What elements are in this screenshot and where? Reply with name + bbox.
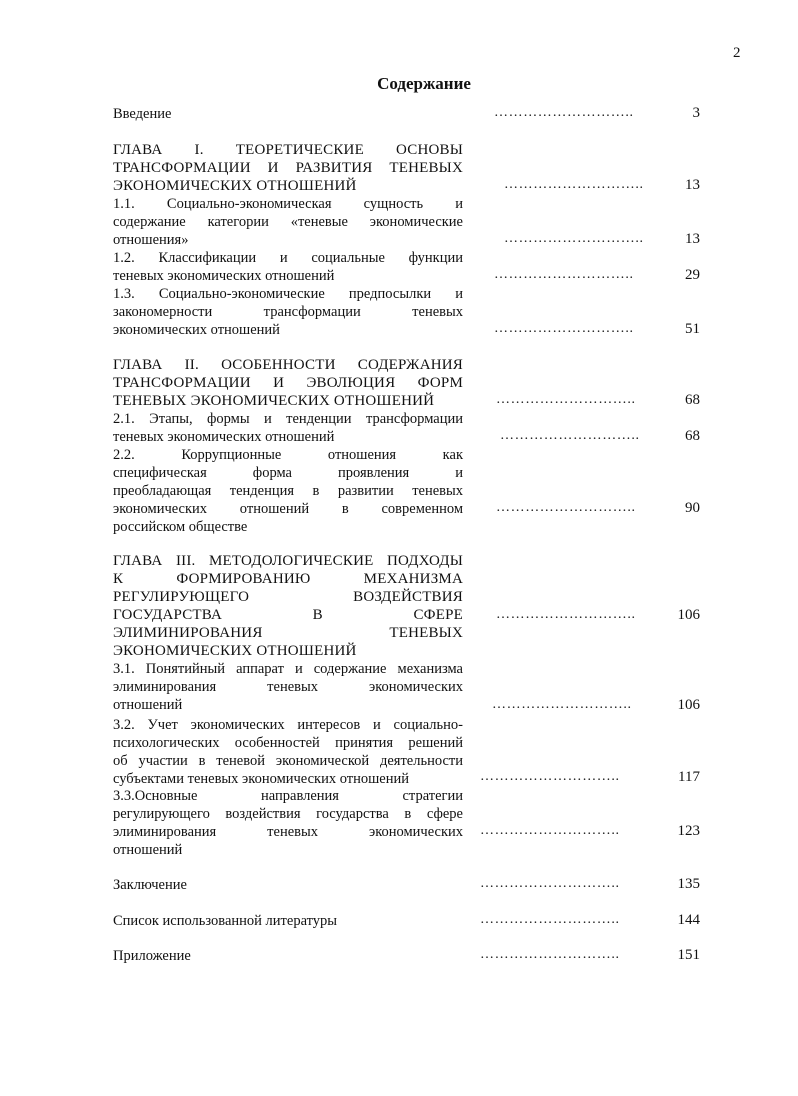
toc-entry-title: [113, 446, 463, 536]
toc-entry-title: [113, 285, 463, 339]
toc-entry-line: экономических отношений в современном: [113, 501, 463, 517]
toc-page-number: 106: [677, 607, 700, 623]
toc-entry-line: Введение: [113, 106, 172, 122]
toc-entry-line: теневых экономических отношений: [113, 429, 335, 445]
toc-entry-line: ГЛАВА II. ОСОБЕННОСТИ СОДЕРЖАНИЯ: [113, 357, 463, 373]
toc-entry-title: [113, 105, 463, 123]
toc-entry-line: теневых экономических отношений: [113, 268, 335, 284]
dot-leader: ………………………..: [496, 392, 636, 407]
page-number: 2: [733, 45, 741, 61]
toc-entry-line: ГОСУДАРСТВА В СФЕРЕ: [113, 607, 463, 623]
toc-entry-title: [113, 876, 463, 894]
toc-entry-line: Приложение: [113, 948, 191, 964]
toc-entry-line: Заключение: [113, 877, 187, 893]
dot-leader: ………………………..: [500, 428, 640, 443]
toc-entry-line: К ФОРМИРОВАНИЮ МЕХАНИЗМА: [113, 571, 463, 587]
dot-leader: ………………………..: [480, 947, 620, 962]
toc-entry-line: закономерности трансформации теневых: [113, 304, 463, 320]
toc-chapter-title: [113, 552, 463, 660]
toc-chapter-title: [113, 356, 463, 410]
toc-entry-line: 1.2. Классификации и социальные функции: [113, 250, 463, 266]
toc-chapter-title: [113, 141, 463, 195]
toc-entry-title: [113, 660, 463, 714]
toc-entry-line: элиминирования теневых экономических: [113, 679, 463, 695]
toc-entry-title: [113, 947, 463, 965]
toc-page-number: 135: [677, 876, 700, 892]
toc-entry-line: об участии в теневой экономической деятельности: [113, 753, 463, 769]
toc-entry-line: российском обществе: [113, 519, 248, 535]
toc-entry-title: [113, 716, 463, 788]
toc-page-number: 144: [677, 912, 700, 928]
toc-entry-line: 1.1. Социально-экономическая сущность и: [113, 196, 463, 212]
toc-entry-line: специфическая форма проявления и: [113, 465, 463, 481]
toc-entry-line: отношений: [113, 842, 183, 858]
toc-entry-line: 3.3.Основные направления стратегии: [113, 788, 463, 804]
page-title: Содержание: [377, 74, 471, 93]
dot-leader: ………………………..: [480, 823, 620, 838]
toc-entry-line: экономических отношений: [113, 322, 280, 338]
toc-page-number: 29: [685, 267, 700, 283]
toc-entry-line: 2.1. Этапы, формы и тенденции трансформации: [113, 411, 463, 427]
toc-entry-line: 3.2. Учет экономических интересов и социально-: [113, 717, 463, 733]
toc-page-number: 13: [685, 231, 700, 247]
toc-entry-line: ТЕНЕВЫХ ЭКОНОМИЧЕСКИХ ОТНОШЕНИЙ: [113, 393, 435, 409]
toc-entry-line: ГЛАВА I. ТЕОРЕТИЧЕСКИЕ ОСНОВЫ: [113, 142, 463, 158]
toc-entry-line: 3.1. Понятийный аппарат и содержание механизма: [113, 661, 463, 677]
toc-entry-line: 2.2. Коррупционные отношения как: [113, 447, 463, 463]
dot-leader: ………………………..: [480, 876, 620, 891]
toc-entry-line: элиминирования теневых экономических: [113, 824, 463, 840]
toc-entry-title: [113, 912, 463, 930]
toc-page-number: 90: [685, 500, 700, 516]
toc-page-number: 68: [685, 392, 700, 408]
toc-entry-title: [113, 195, 463, 249]
toc-page-number: 13: [685, 177, 700, 193]
toc-entry-line: ТРАНСФОРМАЦИИ И РАЗВИТИЯ ТЕНЕВЫХ: [113, 160, 463, 176]
toc-page-number: 3: [692, 105, 700, 121]
dot-leader: ………………………..: [494, 267, 634, 282]
toc-entry-line: ЭЛИМИНИРОВАНИЯ ТЕНЕВЫХ: [113, 625, 463, 641]
toc-page-number: 123: [677, 823, 700, 839]
dot-leader: ………………………..: [480, 912, 620, 927]
dot-leader: ………………………..: [504, 177, 644, 192]
toc-page-number: 117: [678, 769, 700, 785]
toc-entry-line: содержание категории «теневые экономические: [113, 214, 463, 230]
toc-entry-title: [113, 249, 463, 285]
toc-entry-line: РЕГУЛИРУЮЩЕГО ВОЗДЕЙСТВИЯ: [113, 589, 463, 605]
toc-entry-line: отношения»: [113, 232, 189, 248]
toc-entry-line: Список использованной литературы: [113, 913, 338, 929]
toc-entry-title: [113, 410, 463, 446]
toc-entry-line: ЭКОНОМИЧЕСКИХ ОТНОШЕНИЙ: [113, 178, 357, 194]
toc-entry-line: преобладающая тенденция в развитии теневых: [113, 483, 463, 499]
dot-leader: ………………………..: [496, 500, 636, 515]
toc-entry-title: [113, 787, 463, 859]
toc-entry-line: субъектами теневых экономических отношений: [113, 771, 409, 787]
dot-leader: ………………………..: [492, 697, 632, 712]
toc-entry-line: ЭКОНОМИЧЕСКИХ ОТНОШЕНИЙ: [113, 643, 357, 659]
dot-leader: ………………………..: [496, 607, 636, 622]
dot-leader: ………………………..: [494, 321, 634, 336]
dot-leader: ………………………..: [504, 231, 644, 246]
toc-page-number: 68: [685, 428, 700, 444]
toc-page-number: 151: [677, 947, 700, 963]
toc-entry-line: психологических особенностей принятия решений: [113, 735, 463, 751]
toc-page-number: 51: [685, 321, 700, 337]
toc-entry-line: ТРАНСФОРМАЦИИ И ЭВОЛЮЦИЯ ФОРМ: [113, 375, 463, 391]
toc-entry-line: отношений: [113, 697, 183, 713]
toc-entry-line: 1.3. Социально-экономические предпосылки и: [113, 286, 463, 302]
toc-entry-line: регулирующего воздействия государства в сфере: [113, 806, 463, 822]
toc-page-number: 106: [677, 697, 700, 713]
dot-leader: ………………………..: [494, 105, 634, 120]
dot-leader: ………………………..: [480, 769, 620, 784]
toc-entry-line: ГЛАВА III. МЕТОДОЛОГИЧЕСКИЕ ПОДХОДЫ: [113, 553, 463, 569]
